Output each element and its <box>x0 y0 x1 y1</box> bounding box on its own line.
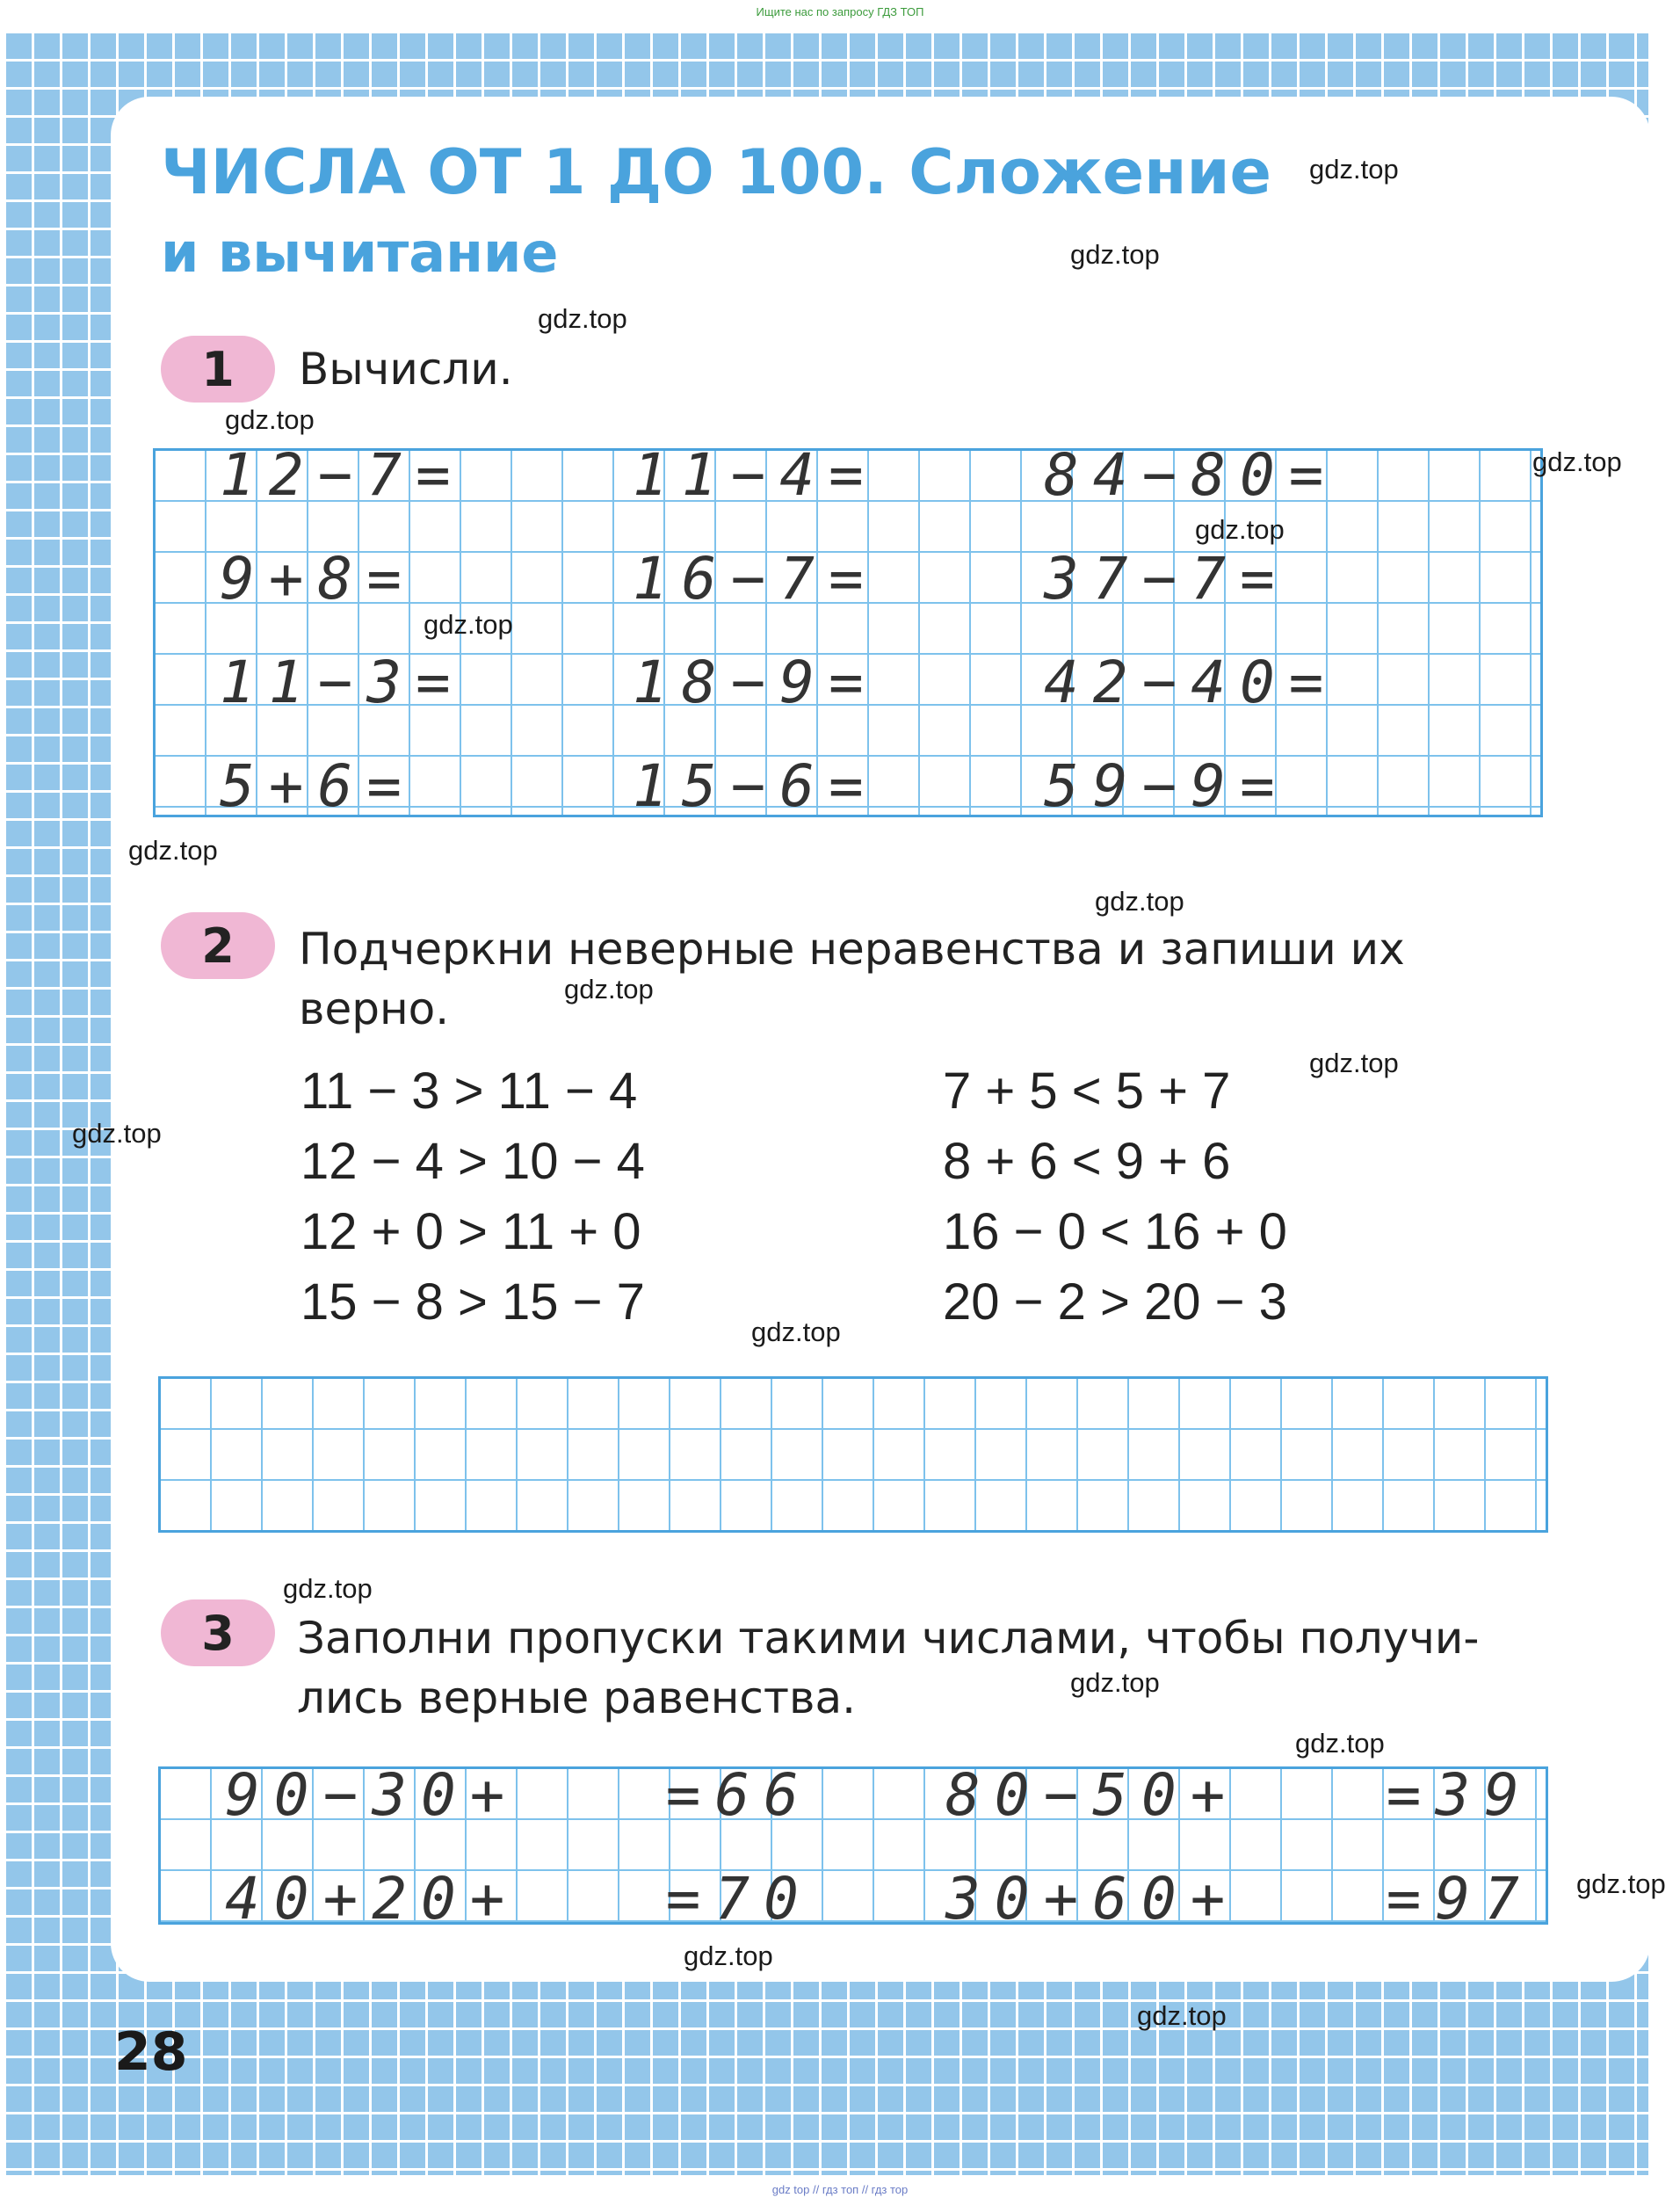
task1-expr: 11−4= <box>633 441 878 509</box>
watermark: gdz.top <box>684 1940 773 1971</box>
watermark: gdz.top <box>1095 886 1184 917</box>
page-number: 28 <box>114 2021 188 2083</box>
watermark: gdz.top <box>751 1316 841 1347</box>
title-line-2: и вычитание <box>161 221 559 285</box>
watermark: gdz.top <box>1137 2000 1227 2031</box>
task1-badge: 1 <box>161 336 275 403</box>
watermark: gdz.top <box>1309 154 1399 185</box>
watermark: gdz.top <box>1532 446 1622 477</box>
inequality: 16 − 0 < 16 + 0 <box>943 1203 1287 1260</box>
task1-expr: 84−80= <box>1044 441 1338 509</box>
task2-text-line-1: Подчеркни неверные неравенства и запиши их <box>299 924 1405 975</box>
task1-expr: 16−7= <box>633 545 878 613</box>
task1-expr: 42−40= <box>1044 649 1338 716</box>
task1-expr: 59−9= <box>1044 752 1289 820</box>
task1-expr: 37−7= <box>1044 545 1289 613</box>
watermark: gdz.top <box>225 404 315 435</box>
footer-note: gdz top // гдз топ // гдз тор <box>771 2183 909 2196</box>
watermark: gdz.top <box>1309 1048 1399 1078</box>
task3-text-line-2: лись верные равенства. <box>297 1672 857 1723</box>
task3-equation: 80−50+ =39 <box>945 1761 1533 1829</box>
watermark: gdz.top <box>283 1573 373 1604</box>
task2-text <box>299 919 1546 1039</box>
watermark: gdz.top <box>1070 1667 1160 1698</box>
watermark: gdz.top <box>1295 1728 1385 1759</box>
task1-expr: 5+6= <box>220 752 416 820</box>
task1-expr: 18−9= <box>633 649 878 716</box>
task2-answer-grid[interactable] <box>158 1376 1548 1533</box>
task3-equation: 90−30+ =66 <box>225 1761 813 1829</box>
watermark: gdz.top <box>1070 239 1160 270</box>
task1-expr: 12−7= <box>220 441 465 509</box>
task2-badge: 2 <box>161 912 275 979</box>
task2-text-line-2: верно. <box>299 983 450 1034</box>
task1-expr: 11−3= <box>220 649 465 716</box>
watermark: gdz.top <box>128 835 218 866</box>
inequality: 7 + 5 < 5 + 7 <box>943 1063 1231 1120</box>
task1-expr: 15−6= <box>633 752 878 820</box>
task1-expr: 9+8= <box>220 545 416 613</box>
inequality: 12 − 4 > 10 − 4 <box>301 1133 645 1190</box>
task3-badge: 3 <box>161 1599 275 1666</box>
watermark: gdz.top <box>1195 514 1285 545</box>
inequality: 12 + 0 > 11 + 0 <box>301 1203 641 1260</box>
task3-equation: 30+60+ =97 <box>945 1865 1533 1933</box>
task3-equation: 40+20+ =70 <box>225 1865 813 1933</box>
task1-text: Вычисли. <box>299 344 513 395</box>
task3-text <box>297 1608 1545 1728</box>
task3-text-line-1: Заполни пропуски такими числами, чтобы получи- <box>297 1613 1480 1664</box>
inequality: 15 − 8 > 15 − 7 <box>301 1273 645 1331</box>
watermark: gdz.top <box>538 303 627 334</box>
inequality: 8 + 6 < 9 + 6 <box>943 1133 1231 1190</box>
watermark: gdz.top <box>72 1118 162 1149</box>
watermark: gdz.top <box>564 974 654 1005</box>
inequality: 20 − 2 > 20 − 3 <box>943 1273 1287 1331</box>
title-line-1: ЧИСЛА ОТ 1 ДО 100. Сложение <box>161 136 1271 208</box>
watermark: gdz.top <box>1576 1868 1666 1899</box>
watermark: gdz.top <box>424 609 513 640</box>
inequality: 11 − 3 > 11 − 4 <box>301 1063 638 1120</box>
header-note: Ищите нас по запросу ГДЗ ТОП <box>756 5 924 18</box>
